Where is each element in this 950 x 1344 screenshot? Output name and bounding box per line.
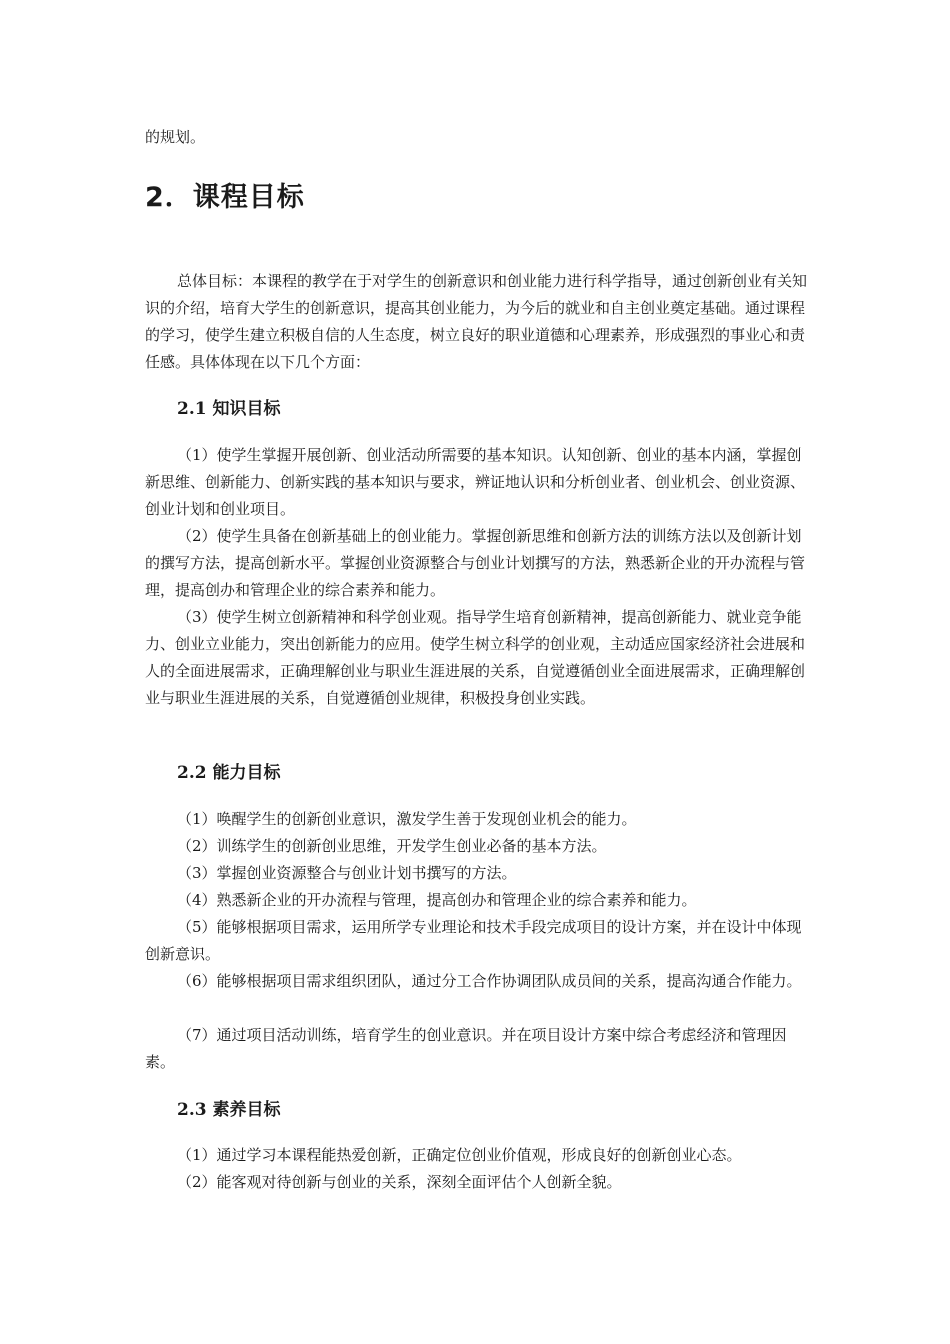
- quality-heading: 2.3 素养目标: [177, 1100, 281, 1120]
- ability-item-6: （6）能够根据项目需求组织团队，通过分工合作协调团队成员间的关系，提高沟通合作能力。: [177, 972, 802, 990]
- knowledge-item-1: （1）使学生掌握开展创新、创业活动所需要的基本知识。认知创新、创业的基本内涵，掌握创新思维、创新能力、创新实践的基本知识与要求，辨证地认识和分析创业者、创业机会、创业资源、创业计划和创业项目。: [145, 446, 806, 518]
- quality-item-1: （1）通过学习本课程能热爱创新，正确定位创业价值观，形成良好的创新创业心态。: [177, 1146, 742, 1164]
- quality-item-2: （2）能客观对待创新与创业的关系，深刻全面评估个人创新全貌。: [177, 1173, 622, 1191]
- ability-item-5: （5）能够根据项目需求，运用所学专业理论和技术手段完成项目的设计方案，并在设计中体现创新意识。: [145, 918, 802, 963]
- knowledge-item-3: （3）使学生树立创新精神和科学创业观。指导学生培育创新精神，提高创新能力、就业竞争能力、创业立业能力，突出创新能力的应用。使学生树立科学的创业观，主动适应国家经济社会进展和人的全面进展需求，正确理解创业与职业生涯进展的关系，自觉遵循创业全面进展需求，正确理解创业与职业生涯进展的关系，自觉遵循创业规律，积极投身创业实践。: [145, 608, 806, 707]
- ability-heading: 2.2 能力目标: [177, 763, 281, 783]
- intro-paragraph: 总体目标：本课程的教学在于对学生的创新意识和创业能力进行科学指导，通过创新创业有关知识的介绍，培育大学生的创新意识，提高其创业能力，为今后的就业和自主创业奠定基础。通过课程的学习，使学生建立积极自信的人生态度，树立良好的职业道德和心理素养，形成强烈的事业心和责任感。具体体现在以下几个方面：: [145, 272, 808, 371]
- knowledge-item-2: （2）使学生具备在创新基础上的创业能力。掌握创新思维和创新方法的训练方法以及创新计划的撰写方法，提高创新水平。掌握创业资源整合与创业计划撰写的方法，熟悉新企业的开办流程与管理，提高创办和管理企业的综合素养和能力。: [145, 527, 806, 599]
- ability-item-7: （7）通过项目活动训练，培育学生的创业意识。并在项目设计方案中综合考虑经济和管理因素。: [145, 1026, 787, 1071]
- ability-item-4: （4）熟悉新企业的开办流程与管理，提高创办和管理企业的综合素养和能力。: [177, 891, 697, 909]
- ability-item-2: （2）训练学生的创新创业思维，开发学生创业必备的基本方法。: [177, 837, 607, 855]
- continued-text: 的规划。: [145, 128, 206, 146]
- knowledge-heading: 2.1 知识目标: [177, 399, 281, 419]
- ability-item-3: （3）掌握创业资源整合与创业计划书撰写的方法。: [177, 864, 517, 882]
- ability-item-1: （1）唤醒学生的创新创业意识，激发学生善于发现创业机会的能力。: [177, 810, 637, 828]
- section-heading: 2．课程目标: [145, 182, 305, 213]
